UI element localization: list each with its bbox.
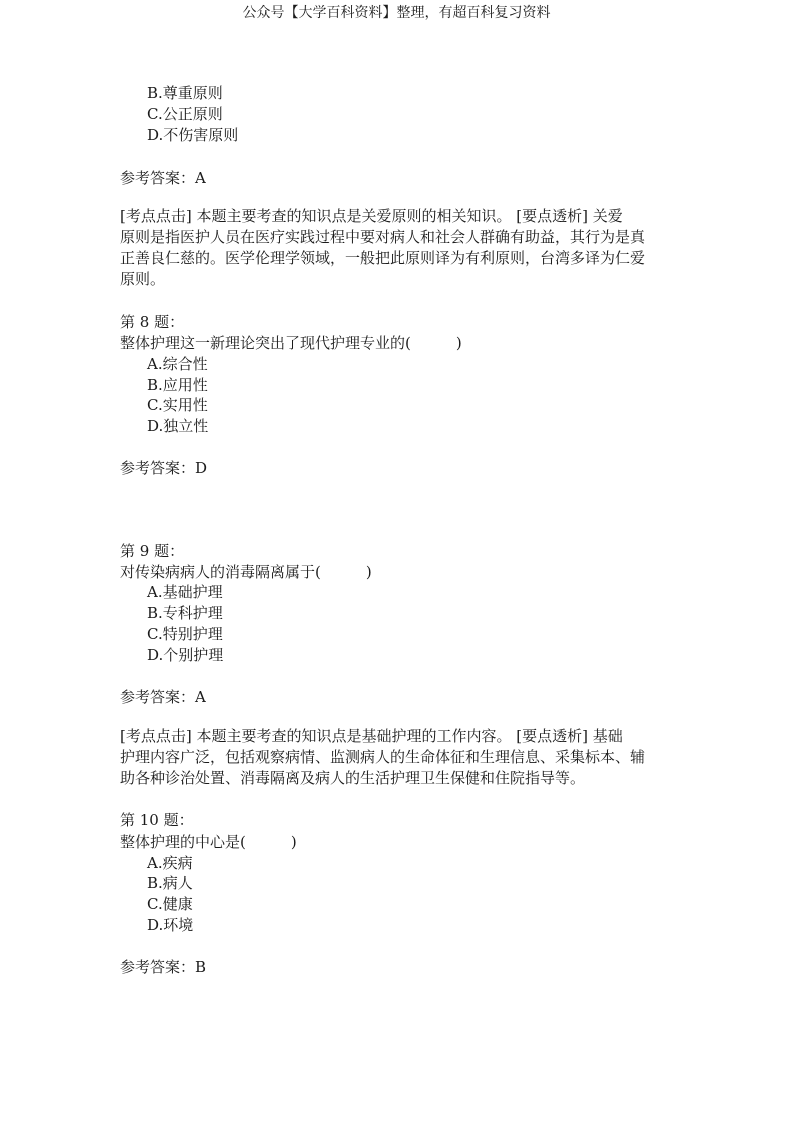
q7-explanation-line: 原则是指医护人员在医疗实践过程中要对病人和社会人群确有助益，其行为是真 xyxy=(120,228,646,246)
q10-option-b: B.病人 xyxy=(147,874,193,892)
q8-stem: 整体护理这一新理论突出了现代护理专业的( ) xyxy=(120,334,462,352)
q7-explanation-line: 原则。 xyxy=(120,270,166,288)
q10-option-c: C.健康 xyxy=(147,895,193,913)
q10-answer: 参考答案：B xyxy=(120,958,207,976)
q7-explanation-line: 正善良仁慈的。医学伦理学领域，一般把此原则译为有利原则，台湾多译为仁爱 xyxy=(120,249,646,267)
q10-label: 第 10 题： xyxy=(120,811,194,829)
q8-answer: 参考答案：D xyxy=(120,459,208,477)
page-header: 公众号【大学百科资料】整理，有超百科复习资料 xyxy=(242,5,551,21)
q9-option-b: B.专科护理 xyxy=(147,604,223,622)
q8-option-d: D.独立性 xyxy=(147,417,209,435)
q9-explanation-line: 护理内容广泛，包括观察病情、监测病人的生命体征和生理信息、采集标本、辅 xyxy=(120,748,646,766)
q9-explanation-line: 助各种诊治处置、消毒隔离及病人的生活护理卫生保健和住院指导等。 xyxy=(120,769,586,787)
q8-option-c: C.实用性 xyxy=(147,396,208,414)
q9-option-a: A.基础护理 xyxy=(147,583,223,601)
q7-option-c: C.公正原则 xyxy=(147,105,223,123)
q9-stem: 对传染病病人的消毒隔离属于( ) xyxy=(120,563,372,581)
q8-option-a: A.综合性 xyxy=(147,355,208,373)
q7-explanation-line: [考点点击] 本题主要考查的知识点是关爱原则的相关知识。 [要点透析] 关爱 xyxy=(120,207,623,225)
q7-option-b: B.尊重原则 xyxy=(147,84,223,102)
q8-option-b: B.应用性 xyxy=(147,376,208,394)
q7-answer: 参考答案：A xyxy=(120,169,206,187)
q9-option-c: C.特别护理 xyxy=(147,625,223,643)
q7-explanation xyxy=(120,206,682,290)
q9-option-d: D.个别护理 xyxy=(147,646,224,664)
q10-option-d: D.环境 xyxy=(147,916,194,934)
q9-answer: 参考答案：A xyxy=(120,688,206,706)
q7-option-d: D.不伤害原则 xyxy=(147,126,239,144)
q9-explanation-line: [考点点击] 本题主要考查的知识点是基础护理的工作内容。 [要点透析] 基础 xyxy=(120,727,623,745)
q8-label: 第 8 题： xyxy=(120,313,185,331)
q9-label: 第 9 题： xyxy=(120,542,185,560)
q10-stem: 整体护理的中心是( ) xyxy=(120,833,297,851)
q10-option-a: A.疾病 xyxy=(147,854,193,872)
q9-explanation xyxy=(120,726,682,789)
